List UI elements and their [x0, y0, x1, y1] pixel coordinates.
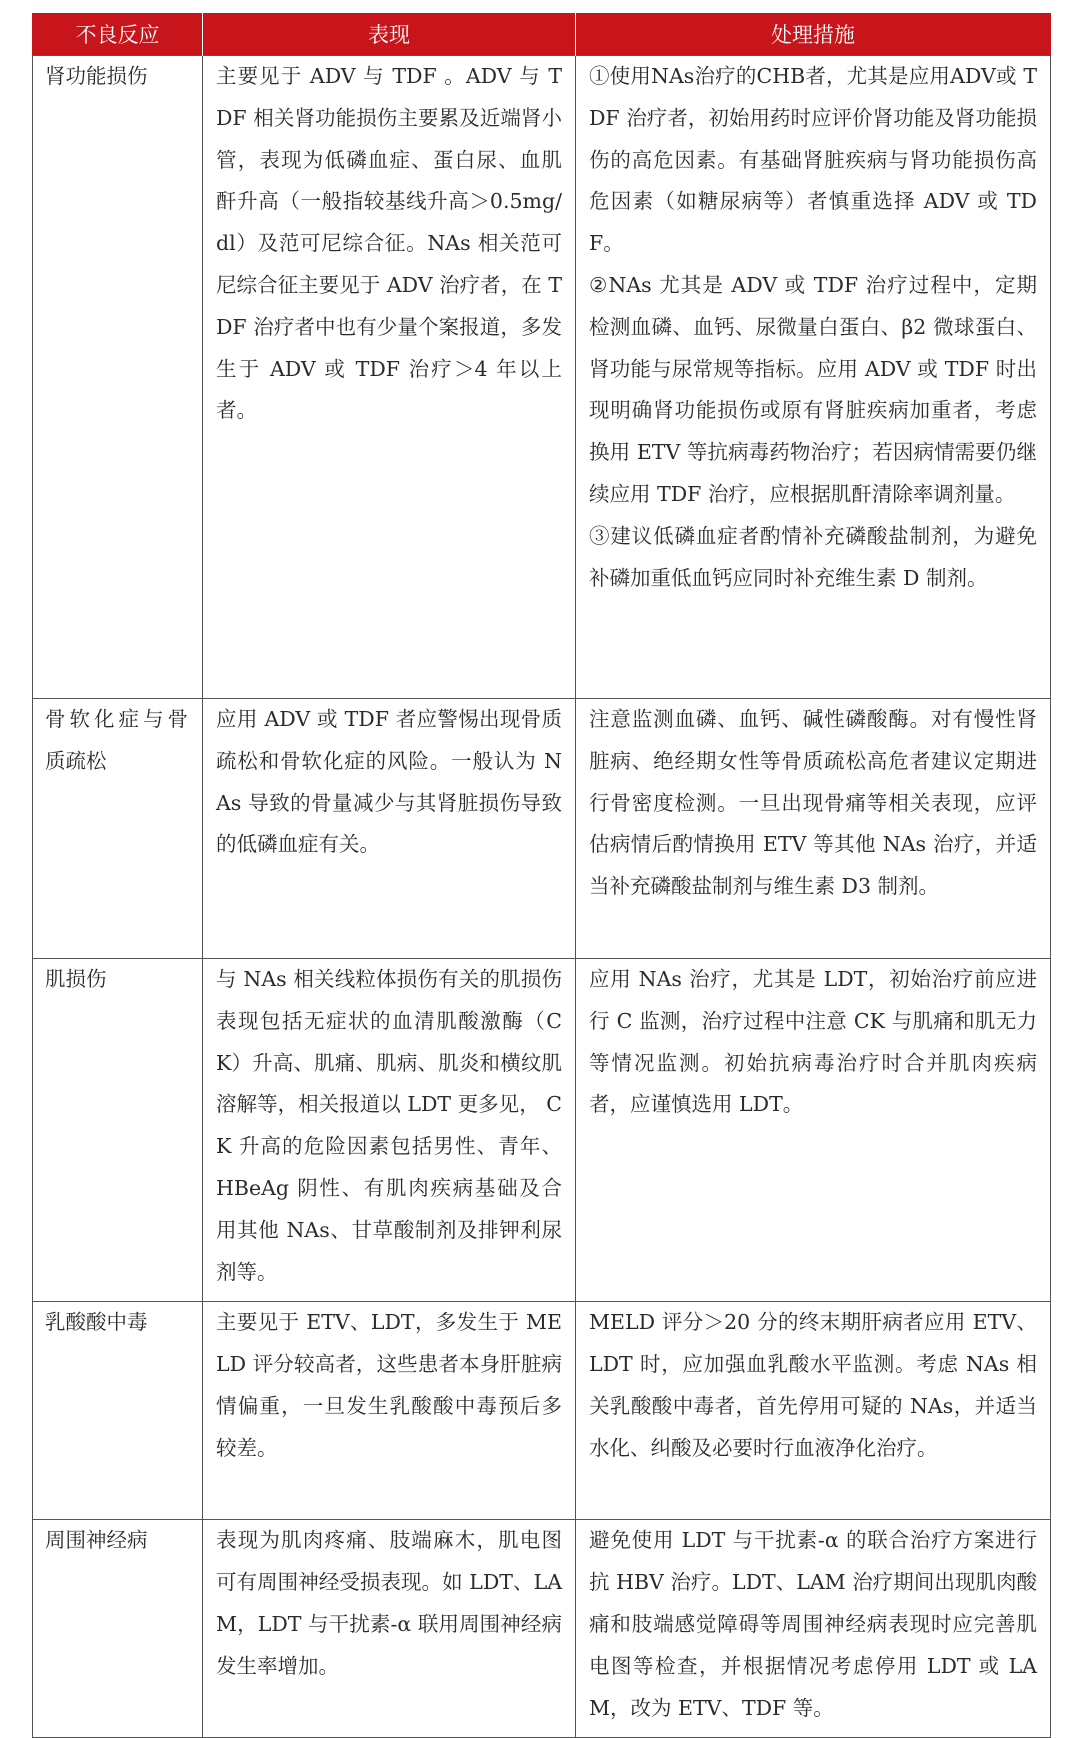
category-cell: 周围神经病: [33, 1520, 203, 1738]
treatment-paragraph: MELD 评分＞20 分的终末期肝病者应用 ETV、LDT 时，应加强血乳酸水平监测。考虑 NAs 相关乳酸酸中毒者，首先停用可疑的 NAs，并适当水化、纠酸及必要时行血液净化治疗。: [589, 1310, 1037, 1460]
manifestation-cell: 主要见于 ETV、LDT，多发生于 MELD 评分较高者，这些患者本身肝脏病情偏重，一旦发生乳酸酸中毒预后多较差。: [203, 1302, 576, 1520]
header-treatment: 处理措施: [576, 13, 1051, 56]
header-adverse-reaction: 不良反应: [33, 13, 203, 56]
treatment-cell: [576, 1520, 1051, 1738]
table-row: [33, 1520, 1051, 1738]
manifestation-cell: 与 NAs 相关线粒体损伤有关的肌损伤表现包括无症状的血清肌酸激酶（CK）升高、肌痛、肌病、肌炎和横纹肌溶解等，相关报道以 LDT 更多见， CK 升高的危险因素包括男性、青年、HBeAg 阴性、有肌肉疾病基础及合用其他 NAs、甘草酸制剂及排钾利尿剂等。: [203, 959, 576, 1302]
treatment-paragraph: 注意监测血磷、血钙、碱性磷酸酶。对有慢性肾脏病、绝经期女性等骨质疏松高危者建议定期进行骨密度检测。一旦出现骨痛等相关表现，应评估病情后酌情换用 ETV 等其他 NAs 治疗，并适当补充磷酸盐制剂与维生素 D3 制剂。: [589, 707, 1037, 899]
treatment-paragraph: ①使用NAs治疗的CHB者，尤其是应用ADV或 TDF 治疗者，初始用药时应评价肾功能及肾功能损伤的高危因素。有基础肾脏疾病与肾功能损伤高危因素（如糖尿病等）者慎重选择 ADV 或 TDF。: [589, 64, 1037, 256]
adverse-reaction-table: [32, 13, 1051, 1738]
header-row: [33, 13, 1051, 56]
treatment-paragraph: 避免使用 LDT 与干扰素-α 的联合治疗方案进行抗 HBV 治疗。LDT、LAM 治疗期间出现肌肉酸痛和肢端感觉障碍等周围神经病表现时应完善肌电图等检查，并根据情况考虑停用 LDT 或 LAM，改为 ETV、TDF 等。: [589, 1528, 1037, 1720]
table-row: [33, 56, 1051, 699]
manifestation-cell: 表现为肌肉疼痛、肢端麻木，肌电图可有周围神经受损表现。如 LDT、LAM，LDT 与干扰素-α 联用周围神经病发生率增加。: [203, 1520, 576, 1738]
treatment-paragraph: ③建议低磷血症者酌情补充磷酸盐制剂，为避免补磷加重低血钙应同时补充维生素 D 制剂。: [589, 523, 1037, 590]
treatment-paragraph: ②NAs 尤其是 ADV 或 TDF 治疗过程中，定期检测血磷、血钙、尿微量白蛋白、β2 微球蛋白、肾功能与尿常规等指标。应用 ADV 或 TDF 时出现明确肾功能损伤或原有肾脏疾病加重者，考虑换用 ETV 等抗病毒药物治疗；若因病情需要仍继续应用 TDF 治疗，应根据肌酐清除率调剂量。: [589, 272, 1037, 506]
header-manifestation: 表现: [203, 13, 576, 56]
treatment-cell: [576, 56, 1051, 699]
treatment-cell: [576, 959, 1051, 1302]
category-cell: 乳酸酸中毒: [33, 1302, 203, 1520]
treatment-cell: [576, 699, 1051, 959]
table-row: [33, 699, 1051, 959]
treatment-cell: [576, 1302, 1051, 1520]
table-row: [33, 1302, 1051, 1520]
category-cell: 骨软化症与骨质疏松: [33, 699, 203, 959]
table-row: [33, 959, 1051, 1302]
manifestation-cell: 主要见于 ADV 与 TDF 。ADV 与 TDF 相关肾功能损伤主要累及近端肾小管，表现为低磷血症、蛋白尿、血肌酐升高（一般指较基线升高＞0.5mg/dl）及范可尼综合征。NAs 相关范可尼综合征主要见于 ADV 治疗者，在 TDF 治疗者中也有少量个案报道，多发生于 ADV 或 TDF 治疗＞4 年以上者。: [203, 56, 576, 699]
category-cell: 肌损伤: [33, 959, 203, 1302]
manifestation-cell: 应用 ADV 或 TDF 者应警惕出现骨质疏松和骨软化症的风险。一般认为 NAs 导致的骨量减少与其肾脏损伤导致的低磷血症有关。: [203, 699, 576, 959]
treatment-paragraph: 应用 NAs 治疗，尤其是 LDT，初始治疗前应进行 C 监测，治疗过程中注意 CK 与肌痛和肌无力等情况监测。初始抗病毒治疗时合并肌肉疾病者，应谨慎选用 LDT。: [589, 967, 1037, 1117]
category-cell: 肾功能损伤: [33, 56, 203, 699]
